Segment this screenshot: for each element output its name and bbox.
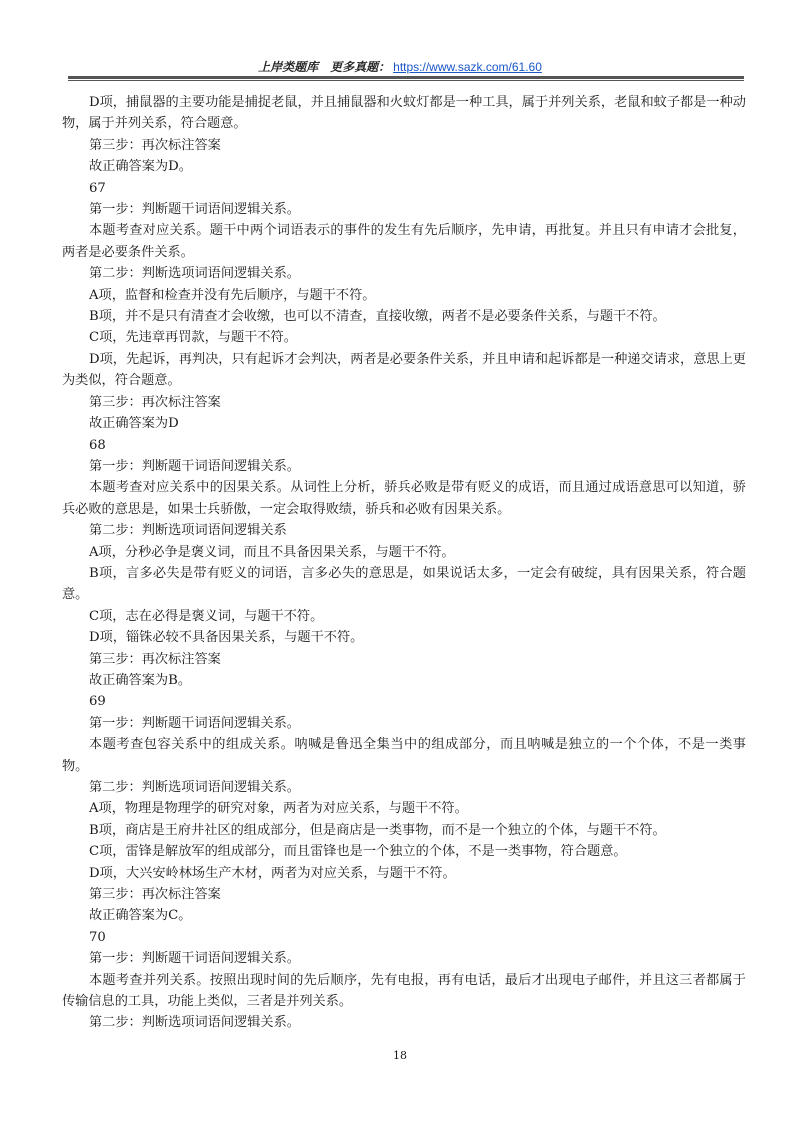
source-link[interactable]: https://www.sazk.com/61.60 bbox=[393, 60, 542, 74]
paragraph: 第三步：再次标注答案 bbox=[89, 394, 221, 410]
paragraph: C项，志在必得是褒义词，与题干不符。 bbox=[89, 608, 324, 624]
header-divider bbox=[68, 76, 744, 81]
paragraph: A项，监督和检查并没有先后顺序，与题干不符。 bbox=[89, 287, 376, 303]
paragraph: C项，先违章再罚款，与题干不符。 bbox=[89, 330, 297, 346]
question-number: 68 bbox=[89, 437, 106, 453]
paragraph: 第一步：判断题干词语间逻辑关系。 bbox=[89, 951, 300, 967]
paragraph: 故正确答案为D bbox=[89, 416, 179, 432]
paragraph: A项，分秒必争是褒义词，而且不具备因果关系，与题干不符。 bbox=[89, 544, 455, 560]
page-header bbox=[0, 58, 800, 75]
more-label: 更多真题： bbox=[330, 60, 391, 74]
question-number: 70 bbox=[89, 929, 106, 945]
paragraph: 第二步：判断选项词语间逻辑关系。 bbox=[89, 780, 300, 795]
paragraph: 第三步：再次标注答案 bbox=[89, 651, 221, 667]
paragraph: C项，雷锋是解放军的组成部分，而且雷锋也是一个独立的个体，不是一类事物，符合题意。 bbox=[89, 844, 627, 860]
document-body bbox=[62, 92, 746, 1034]
paragraph: D项，捕鼠器的主要功能是捕捉老鼠，并且捕鼠器和火蚊灯都是一种工具，属于并列关系，老鼠和蚊子都是一种动物，属于并列关系，符合题意。 bbox=[62, 95, 746, 132]
question-number: 69 bbox=[89, 694, 106, 710]
paragraph: 第三步：再次标注答案 bbox=[89, 887, 221, 903]
paragraph: 第二步：判断选项词语间逻辑关系。 bbox=[89, 266, 300, 282]
paragraph: 故正确答案为D。 bbox=[89, 159, 192, 175]
paragraph: B项，言多必失是带有贬义的词语，言多必失的意思是，如果说话太多，一定会有破绽，具有因果关系，符合题意。 bbox=[62, 565, 746, 603]
paragraph: 本题考查并列关系。按照出现时间的先后顺序，先有电报，再有电话，最后才出现电子邮件，并且这三者都属于传输信息的工具，功能上类似，三者是并列关系。 bbox=[62, 972, 746, 1010]
question-number: 67 bbox=[89, 180, 106, 196]
paragraph: 第一步：判断题干词语间逻辑关系。 bbox=[89, 458, 300, 474]
paragraph: D项，大兴安岭林场生产木材，两者为对应关系，与题干不符。 bbox=[89, 865, 456, 881]
paragraph: B项，并不是只有清查才会收缴，也可以不清查，直接收缴，两者不是必要条件关系，与题干不符。 bbox=[89, 309, 666, 325]
paragraph: 本题考查对应关系中的因果关系。从词性上分析，骄兵必败是带有贬义的成语，而且通过成语意思可以知道，骄兵必败的意思是，如果士兵骄傲，一定会取得败绩，骄兵和必败有因果关系。 bbox=[62, 480, 746, 517]
paragraph: 第三步：再次标注答案 bbox=[89, 137, 221, 153]
paragraph: 本题考查包容关系中的组成关系。呐喊是鲁迅全集当中的组成部分，而且呐喊是独立的一个个体，不是一类事物。 bbox=[62, 737, 746, 774]
paragraph: A项，物理是物理学的研究对象，两者为对应关系，与题干不符。 bbox=[89, 801, 468, 817]
paragraph: B项，商店是王府井社区的组成部分，但是商店是一类事物，而不是一个独立的个体，与题干不符。 bbox=[89, 822, 666, 838]
paragraph: D项，锱铢必较不具备因果关系，与题干不符。 bbox=[89, 630, 364, 646]
paragraph: 故正确答案为B。 bbox=[89, 672, 192, 688]
paragraph: 第二步：判断选项词语间逻辑关系 bbox=[89, 523, 287, 539]
paragraph: D项，先起诉，再判决，只有起诉才会判决，两者是必要条件关系，并且申请和起诉都是一种递交请求，意思上更为类似，符合题意。 bbox=[62, 351, 746, 389]
page-number: 18 bbox=[393, 1049, 407, 1062]
paragraph: 第二步：判断选项词语间逻辑关系。 bbox=[89, 1015, 300, 1031]
paragraph: 本题考查对应关系。题干中两个词语表示的事件的发生有先后顺序，先申请，再批复。并且只有申请才会批复，两者是必要条件关系。 bbox=[62, 223, 746, 260]
paragraph: 第一步：判断题干词语间逻辑关系。 bbox=[89, 202, 300, 218]
site-label: 上岸类题库 bbox=[258, 60, 319, 74]
paragraph: 故正确答案为C。 bbox=[89, 908, 192, 924]
paragraph: 第一步：判断题干词语间逻辑关系。 bbox=[89, 715, 300, 731]
